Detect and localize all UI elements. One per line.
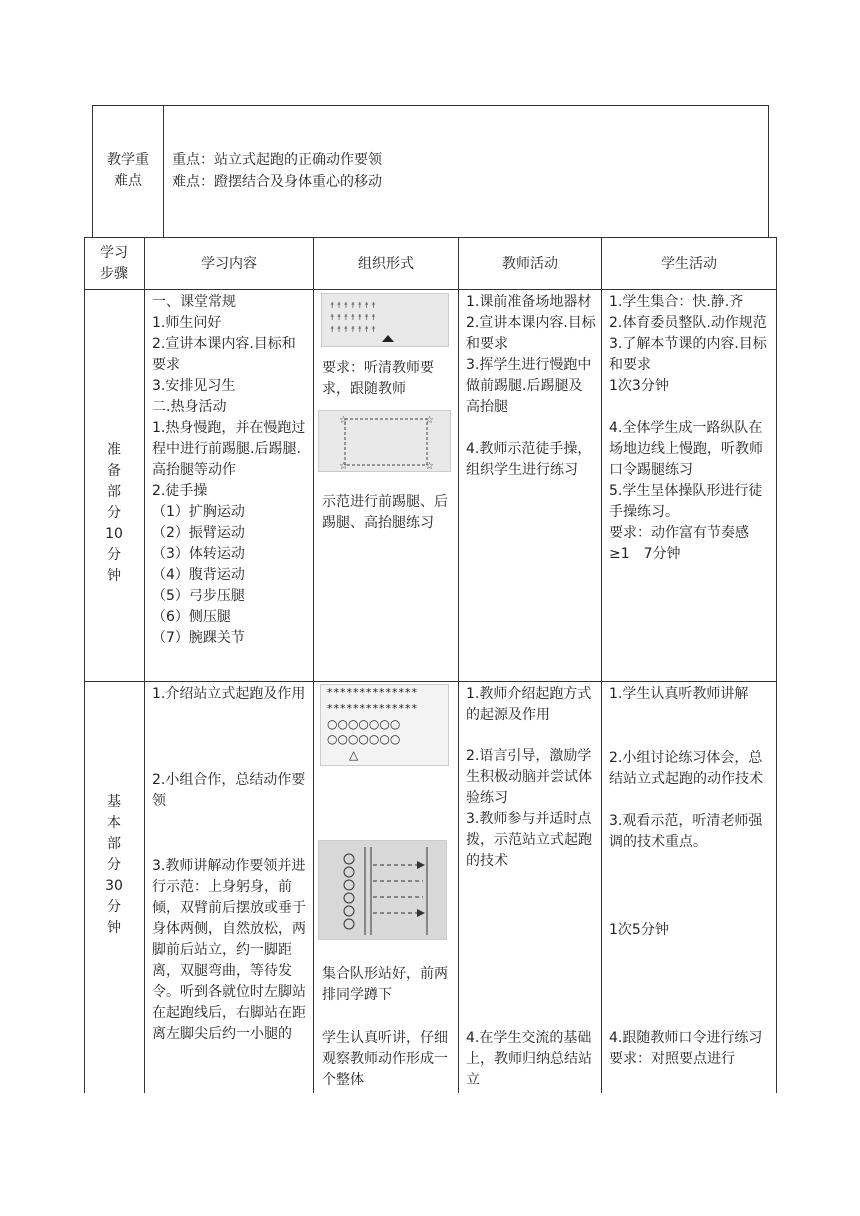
row-line-1 <box>84 289 777 290</box>
focus-divider <box>163 105 164 238</box>
focus-label: 教学重 难点 <box>107 152 149 189</box>
svg-text:☆: ☆ <box>425 461 434 472</box>
circles-row-1: ○○○○○○○ <box>327 717 401 731</box>
row2-student-c: 1次5分钟 <box>609 922 669 938</box>
row2-teacher-c: 4.在学生交流的基础上，教师归纳总结站立 <box>466 1030 592 1088</box>
header-teacher: 教师活动 <box>502 256 558 272</box>
row1-teacher: 1.课前准备场地器材 2.宣讲本课内容.目标和要求 3.挥学生进行慢跑中做前踢腿.后踢腿及高抬腿 4.教师示范徒手操，组织学生进行练习 <box>466 294 596 478</box>
row2-content-c: 3.教师讲解动作要领并进行示范：上身躬身，前倾，双臂前后摆放或垂于身体两侧，自然放松，两脚前后站立，约一脚距离，双腿弯曲，等待发令。听到各就位时左脚站在起跑线后，右脚站在距离左脚尖后约一小腿的 <box>152 858 306 1042</box>
col-line-4 <box>601 237 602 1093</box>
row1-content: 一、课堂常规 1.师生问好 2.宣讲本课内容.目标和要求 3.安排见习生 二.热身活动 1.热身慢跑，并在慢跑过程中进行前踢腿.后踢腿.高抬腿等动作 2.徒手操 （1）扩胸运动 （2）振臂运动 （3）体转运动 （4）腹背运动 （5）弓步压腿 （6）侧压腿 （7）腕踝关节 <box>152 294 306 646</box>
row2-content-b: 2.小组合作，总结动作要领 <box>152 772 306 809</box>
svg-text:☆: ☆ <box>339 415 348 426</box>
running-track-diagram <box>318 410 451 472</box>
teacher-mark: △ <box>349 748 359 762</box>
row-line-2 <box>84 681 777 682</box>
start-line-drawing <box>319 841 447 940</box>
row1-step: 准 备 部 分 10 分 钟 <box>105 442 123 584</box>
row2-student-d: 4.跟随教师口令进行练习 要求：对照要点进行 <box>609 1030 763 1067</box>
svg-text:☨ ☨ ☨ ☨ ☨ ☨ ☨: ☨ ☨ ☨ ☨ ☨ ☨ ☨ <box>330 301 376 310</box>
svg-text:☨ ☨ ☨ ☨ ☨ ☨ ☨: ☨ ☨ ☨ ☨ ☨ ☨ ☨ <box>330 325 376 334</box>
row2-org-text1: 集合队形站好，前两排同学蹲下 <box>322 966 448 1003</box>
track-lines <box>319 411 451 472</box>
formation-diagram-2 <box>320 684 449 766</box>
formation-row-2: ************** <box>327 702 418 715</box>
header-student: 学生活动 <box>661 256 717 272</box>
col-line-3 <box>458 237 459 1093</box>
row2-student-a: 1.学生认真听教师讲解 <box>609 686 749 702</box>
start-line-diagram <box>318 840 447 940</box>
col-line-2 <box>313 237 314 1093</box>
header-organization: 组织形式 <box>358 256 414 272</box>
row2-student-b: 2.小组讨论练习体会，总结站立式起跑的动作技术 3.观看示范，听清老师强调的技术重点。 <box>609 750 763 850</box>
row1-org-text2: 示范进行前踢腿、后踢腿、高抬腿练习 <box>322 494 448 531</box>
svg-text:☨ ☨ ☨ ☨ ☨ ☨ ☨: ☨ ☨ ☨ ☨ ☨ ☨ ☨ <box>330 313 376 322</box>
row2-org-text2: 学生认真听讲，仔细观察教师动作形成一个整体 <box>322 1030 448 1088</box>
row1-org-text1: 要求：听清教师要求，跟随教师 <box>322 360 434 397</box>
row2-step: 基 本 部 分 30 分 钟 <box>105 794 123 936</box>
key-point: 重点：站立式起跑的正确动作要领 <box>172 152 382 168</box>
header-content: 学习内容 <box>201 256 257 272</box>
circles-row-2: ○○○○○○○ <box>327 732 401 746</box>
row1-student: 1.学生集合：快.静.齐 2.体育委员整队.动作规范 3.了解本节课的内容.目标和要求 1次3分钟 4.全体学生成一路纵队在场地边线上慢跑，听教师口令踢腿练习 5.学生呈体操队形进行徒手操练习。 要求：动作富有节奏感 ≥1 7分钟 <box>609 294 767 562</box>
stick-figure-formation <box>322 294 449 347</box>
row2-content-a: 1.介绍站立式起跑及作用 <box>152 686 306 702</box>
col-line-1 <box>144 237 145 1093</box>
formation-diagram-1 <box>321 293 449 347</box>
header-step: 学习 步骤 <box>100 245 128 282</box>
formation-row-1: ************** <box>327 686 418 699</box>
difficulty-point: 难点：蹬摆结合及身体重心的移动 <box>172 174 382 190</box>
row2-teacher-a: 1.教师介绍起跑方式的起源及作用 <box>466 686 592 723</box>
svg-text:☆: ☆ <box>425 415 434 426</box>
row2-teacher-b: 2.语言引导，激励学生积极动脑并尝试体验练习 3.教师参与并适时点拨，示范站立式起跑的技术 <box>466 748 592 869</box>
svg-text:☆: ☆ <box>339 461 348 472</box>
